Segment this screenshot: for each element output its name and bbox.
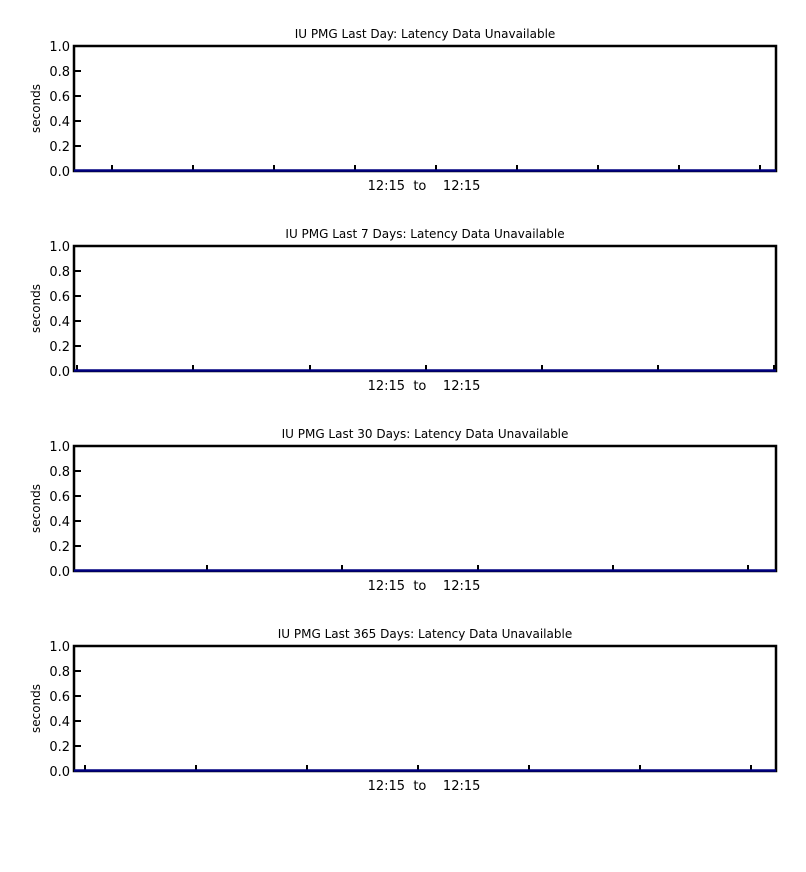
y-tick-label: 0.2 [49,340,70,355]
plot-frame [74,646,776,771]
y-axis-label: seconds [29,283,43,334]
chart-title: IU PMG Last 7 Days: Latency Data Unavailable [285,227,565,241]
chart-title: IU PMG Last 365 Days: Latency Data Unavailable [277,627,573,641]
y-tick-label: 0.8 [49,265,70,280]
x-range-label: 12:15 to 12:15 [367,579,481,594]
y-tick-label: 1.0 [49,240,70,255]
y-tick-label: 0.2 [49,740,70,755]
y-tick-label: 0.6 [49,490,70,505]
plot-frame [74,246,776,371]
chart-title: IU PMG Last Day: Latency Data Unavailable [294,27,556,41]
y-tick-label: 0.6 [49,690,70,705]
x-range-label: 12:15 to 12:15 [367,779,481,794]
plot-frame [74,446,776,571]
y-tick-label: 0.0 [49,165,70,180]
y-axis-label: seconds [29,83,43,134]
y-tick-label: 0.4 [49,515,70,530]
plot-frame [74,46,776,171]
y-tick-label: 0.0 [49,365,70,380]
y-tick-label: 0.4 [49,715,70,730]
y-tick-label: 0.6 [49,290,70,305]
y-tick-label: 1.0 [49,640,70,655]
y-tick-label: 1.0 [49,40,70,55]
y-tick-label: 0.2 [49,140,70,155]
y-axis-label: seconds [29,683,43,734]
y-tick-label: 0.4 [49,115,70,130]
y-tick-label: 0.6 [49,90,70,105]
y-tick-label: 0.4 [49,315,70,330]
y-tick-label: 0.8 [49,665,70,680]
y-tick-label: 1.0 [49,440,70,455]
y-tick-label: 0.8 [49,65,70,80]
x-range-label: 12:15 to 12:15 [367,179,481,194]
y-axis-label: seconds [29,483,43,534]
y-tick-label: 0.2 [49,540,70,555]
y-tick-label: 0.8 [49,465,70,480]
y-tick-label: 0.0 [49,765,70,780]
chart-title: IU PMG Last 30 Days: Latency Data Unavailable [281,427,569,441]
y-tick-label: 0.0 [49,565,70,580]
x-range-label: 12:15 to 12:15 [367,379,481,394]
